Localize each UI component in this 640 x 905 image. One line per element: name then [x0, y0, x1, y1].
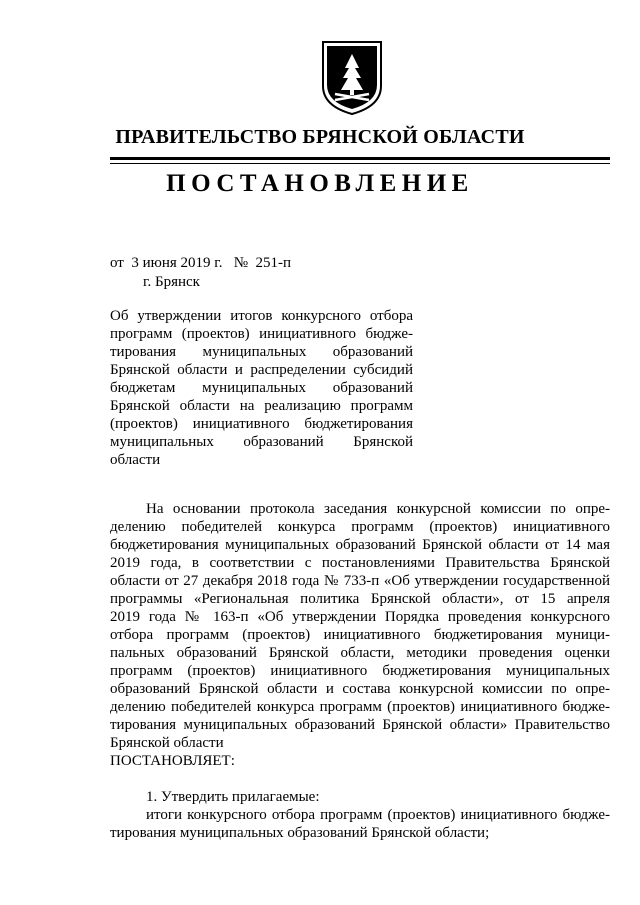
header-rule-thin	[110, 163, 610, 164]
body-line: итоги конкурсного отбора программ (проектов) инициативного бюдже-	[146, 807, 610, 823]
body-line: программы «Региональная политика Брянской области», от 15 апреля	[110, 591, 610, 607]
body-text	[110, 500, 610, 842]
subject-line: Брянской области и распределении субсидий	[110, 362, 413, 378]
body-line: образований Брянской области и состава конкурсной комиссии по опре-	[110, 681, 610, 697]
date-and-number: от 3 июня 2019 г. № 251-п	[110, 255, 292, 271]
body-line: тирования муниципальных образований Брянской области» Правительство	[110, 717, 610, 733]
city: г. Брянск	[143, 274, 200, 290]
subject-line: (проектов) инициативного бюджетирования	[110, 416, 413, 432]
body-line: отбора программ (проектов) инициативного бюджетирования муници-	[110, 627, 610, 643]
body-line: делению победителей конкурса программ (проектов) инициативного	[110, 519, 610, 535]
body-line: Брянской области	[110, 735, 224, 751]
subject-line: муниципальных образований Брянской	[110, 434, 413, 450]
coat-of-arms-emblem	[319, 38, 385, 116]
emblem-tree-trunk	[350, 90, 354, 95]
clause-heading: 1. Утвердить прилагаемые:	[146, 789, 320, 805]
body-line: тирования муниципальных образований Брянской области;	[110, 825, 490, 841]
subject-line: Об утверждении итогов конкурсного отбора	[110, 308, 413, 324]
body-line: области от 27 декабря 2018 года № 733-п «Об утверждении государственной	[110, 573, 610, 589]
government-title: ПРАВИТЕЛЬСТВО БРЯНСКОЙ ОБЛАСТИ	[115, 126, 525, 148]
header-rule-thick	[110, 157, 610, 160]
subject-line: Брянской области на реализацию программ	[110, 398, 413, 414]
body-line: 2019 года, в соответствии с постановлениями Правительства Брянской	[110, 555, 610, 571]
body-line: программ (проектов) инициативного бюджетирования муниципальных	[110, 663, 610, 679]
body-line: На основании протокола заседания конкурсной комиссии по опре-	[146, 501, 610, 517]
subject-block	[110, 307, 413, 469]
body-line: пальных образований Брянской области, методики проведения оценки	[110, 645, 610, 661]
subject-line: бюджетам муниципальных образований	[110, 380, 413, 396]
subject-line: программ (проектов) инициативного бюдже-	[110, 326, 413, 342]
subject-line: тирования муниципальных образований	[110, 344, 413, 360]
body-line: бюджетирования муниципальных образований Брянской области от 14 мая	[110, 537, 610, 553]
body-line: 2019 года № 163-п «Об утверждении Порядка проведения конкурсного	[110, 609, 610, 625]
resolution-keyword: ПОСТАНОВЛЯЕТ:	[110, 753, 235, 769]
subject-line: области	[110, 452, 161, 468]
paragraph-gap	[110, 770, 610, 788]
document-type-title: ПОСТАНОВЛЕНИЕ	[166, 170, 474, 197]
body-line: делению победителей конкурса программ (проектов) инициативного бюдже-	[110, 699, 610, 715]
